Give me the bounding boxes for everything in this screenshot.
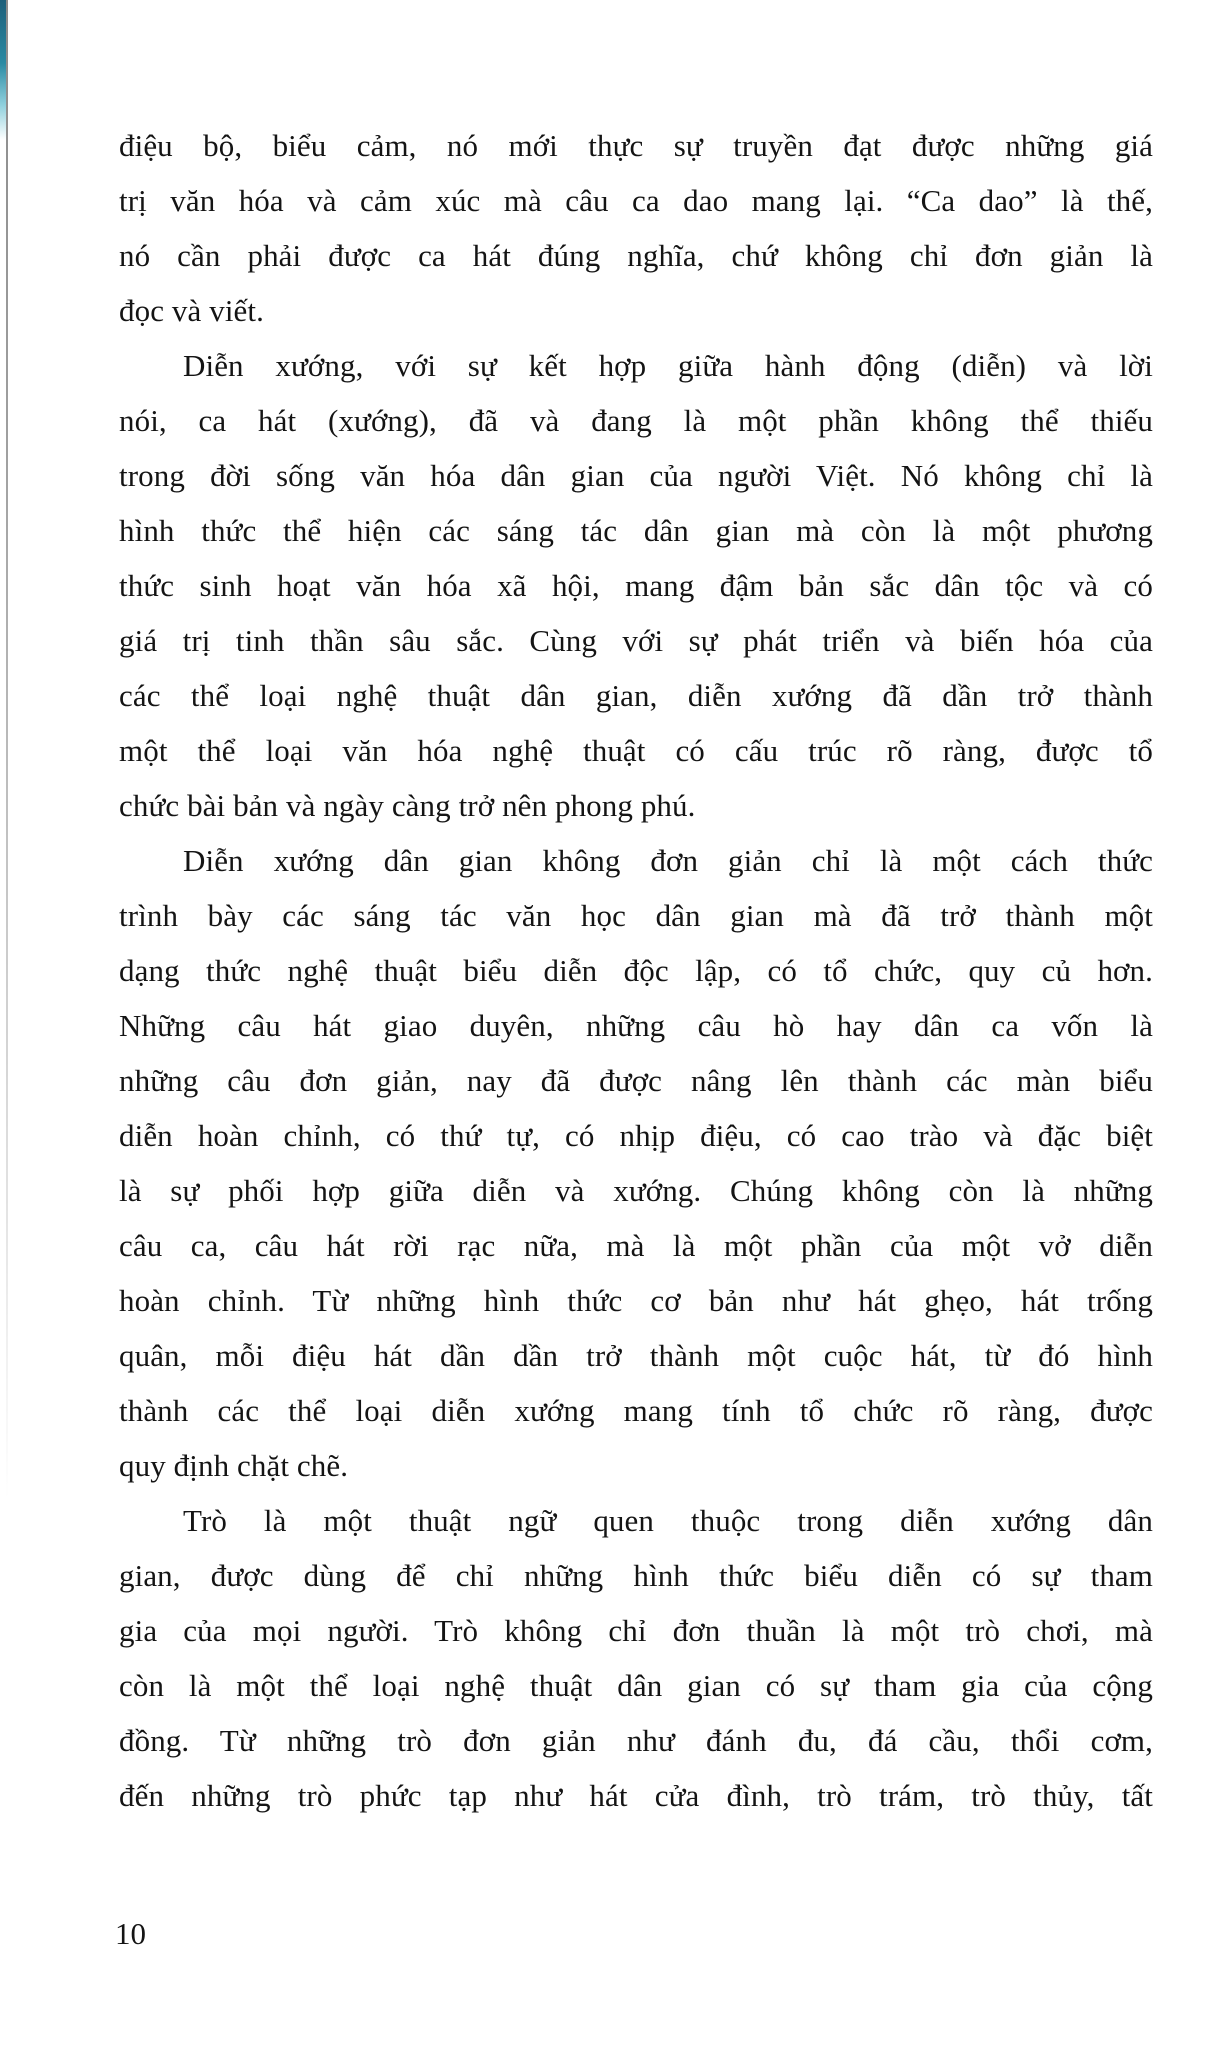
- text-line: trị văn hóa và cảm xúc mà câu ca dao mang lại. “Ca dao” là thế,: [119, 183, 1153, 218]
- text-line: dạng thức nghệ thuật biểu diễn độc lập, có tổ chức, quy củ hơn.: [119, 953, 1153, 988]
- text-line: câu ca, câu hát rời rạc nữa, mà là một phần của một vở diễn: [119, 1228, 1153, 1263]
- text-line: nó cần phải được ca hát đúng nghĩa, chứ không chỉ đơn giản là: [119, 238, 1153, 273]
- text-line: hoàn chỉnh. Từ những hình thức cơ bản như hát ghẹo, hát trống: [119, 1283, 1153, 1318]
- text-line: nói, ca hát (xướng), đã và đang là một phần không thể thiếu: [119, 403, 1153, 438]
- text-line: Diễn xướng, với sự kết hợp giữa hành động (diễn) và lời: [183, 348, 1153, 383]
- text-line: giá trị tinh thần sâu sắc. Cùng với sự phát triển và biến hóa của: [119, 623, 1153, 658]
- text-line: đọc và viết.: [119, 293, 264, 328]
- text-line: những câu đơn giản, nay đã được nâng lên thành các màn biểu: [119, 1063, 1153, 1098]
- text-line: còn là một thể loại nghệ thuật dân gian có sự tham gia của cộng: [119, 1668, 1153, 1703]
- text-line: trong đời sống văn hóa dân gian của người Việt. Nó không chỉ là: [119, 458, 1153, 493]
- text-line: các thể loại nghệ thuật dân gian, diễn xướng đã dần trở thành: [119, 678, 1153, 713]
- text-line: trình bày các sáng tác văn học dân gian mà đã trở thành một: [119, 898, 1153, 933]
- paragraph-1: [119, 118, 1153, 338]
- page-body: [119, 118, 1153, 1823]
- text-line: Những câu hát giao duyên, những câu hò hay dân ca vốn là: [119, 1008, 1153, 1043]
- text-line: đồng. Từ những trò đơn giản như đánh đu, đá cầu, thổi cơm,: [119, 1723, 1153, 1758]
- text-line: đến những trò phức tạp như hát cửa đình, trò trám, trò thủy, tất: [119, 1778, 1153, 1813]
- text-line: Diễn xướng dân gian không đơn giản chỉ là một cách thức: [183, 843, 1153, 878]
- text-line: chức bài bản và ngày càng trở nên phong phú.: [119, 788, 696, 823]
- text-line: điệu bộ, biểu cảm, nó mới thực sự truyền đạt được những giá: [119, 128, 1153, 163]
- text-line: diễn hoàn chỉnh, có thứ tự, có nhịp điệu, có cao trào và đặc biệt: [119, 1118, 1153, 1153]
- page-gutter-line: [6, 0, 8, 1500]
- page-number: 10: [115, 1916, 146, 1951]
- text-line: là sự phối hợp giữa diễn và xướng. Chúng không còn là những: [119, 1173, 1153, 1208]
- text-line: quân, mỗi điệu hát dần dần trở thành một cuộc hát, từ đó hình: [119, 1338, 1153, 1373]
- text-line: quy định chặt chẽ.: [119, 1448, 349, 1483]
- text-line: Trò là một thuật ngữ quen thuộc trong diễn xướng dân: [183, 1503, 1153, 1538]
- text-line: gia của mọi người. Trò không chỉ đơn thuần là một trò chơi, mà: [119, 1613, 1153, 1648]
- text-line: một thể loại văn hóa nghệ thuật có cấu trúc rõ ràng, được tổ: [119, 733, 1153, 768]
- paragraph-2: [119, 338, 1153, 833]
- paragraph-3: [119, 833, 1153, 1493]
- text-line: thành các thể loại diễn xướng mang tính tổ chức rõ ràng, được: [119, 1393, 1153, 1428]
- paragraph-4: [119, 1493, 1153, 1823]
- text-line: hình thức thể hiện các sáng tác dân gian mà còn là một phương: [119, 513, 1153, 548]
- text-line: gian, được dùng để chỉ những hình thức biểu diễn có sự tham: [119, 1558, 1153, 1593]
- text-line: thức sinh hoạt văn hóa xã hội, mang đậm bản sắc dân tộc và có: [119, 568, 1153, 603]
